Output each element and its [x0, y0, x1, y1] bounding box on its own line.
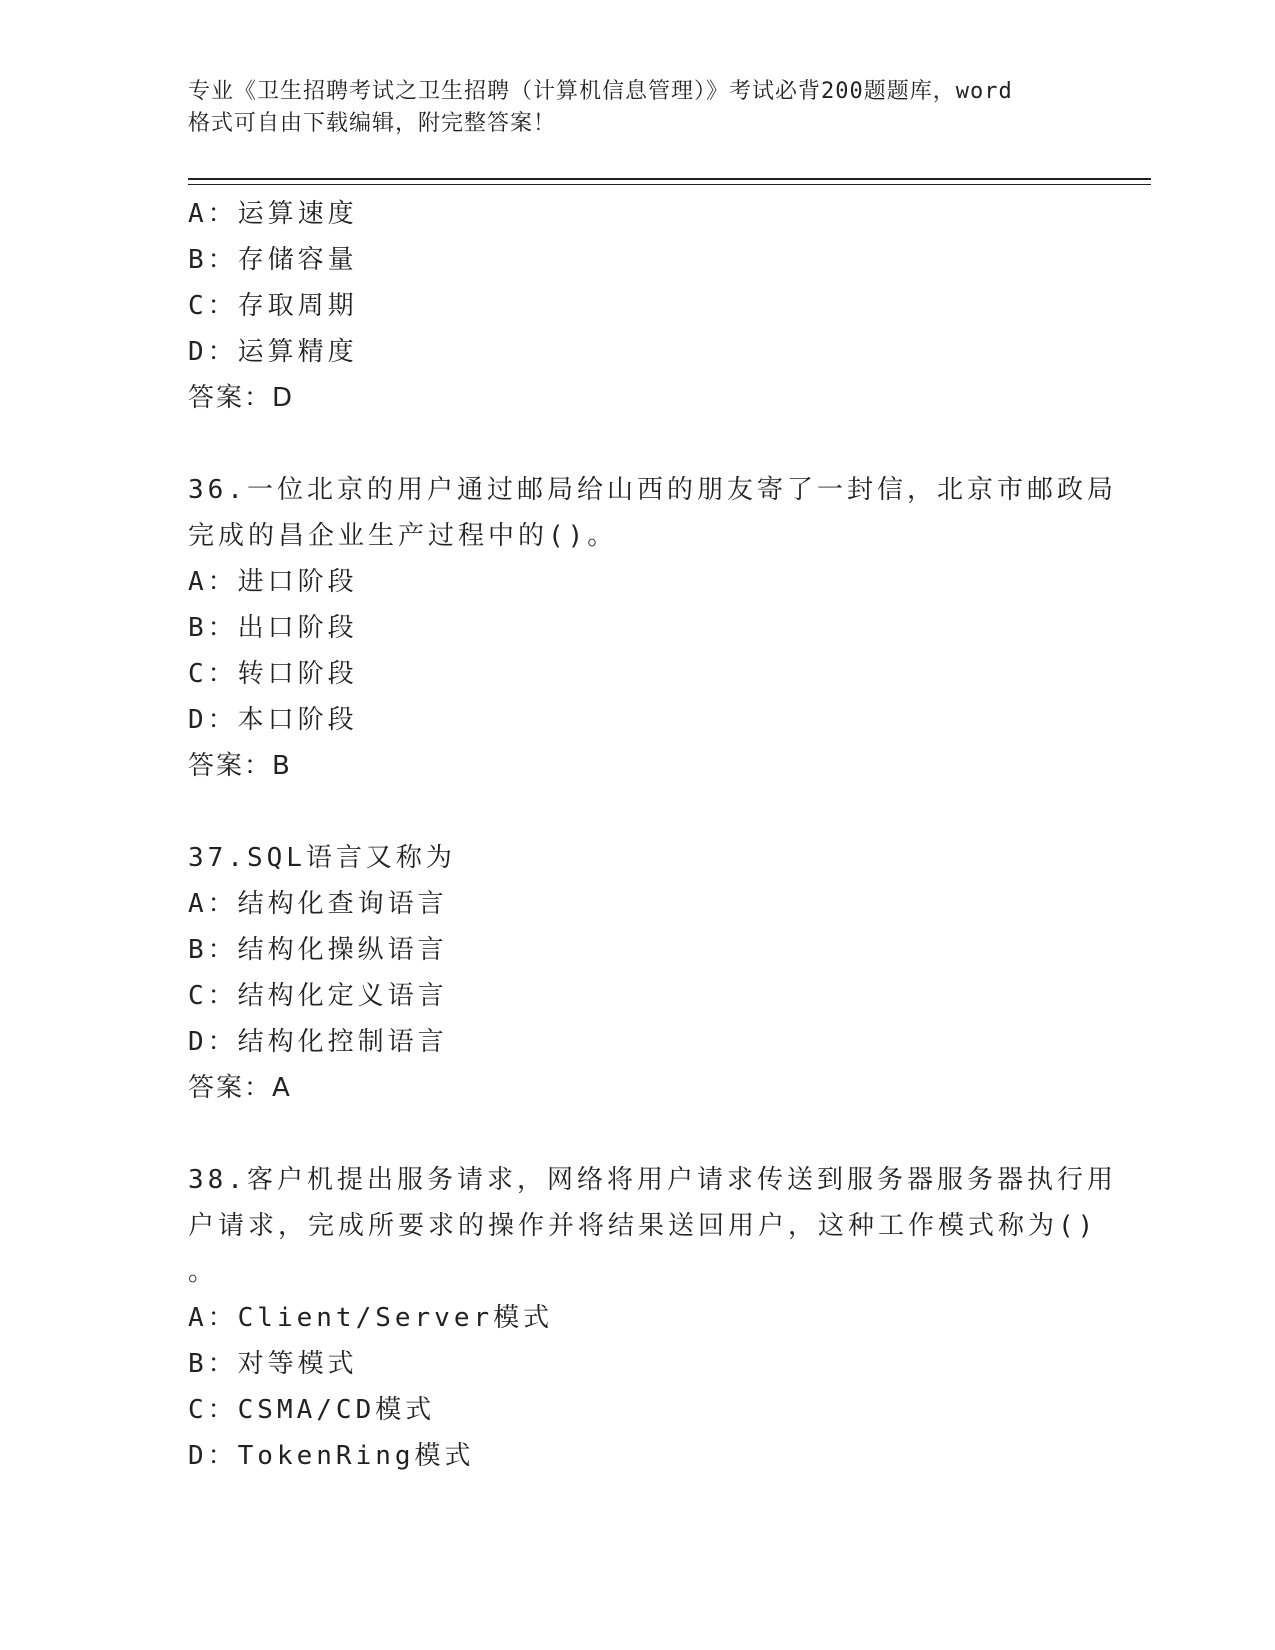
answer-line: 答案：D: [188, 383, 295, 413]
answer-line: 答案：B: [188, 751, 292, 781]
option-d: D：本口阶段: [188, 705, 358, 735]
option-a: A：结构化查询语言: [188, 889, 448, 919]
question-text: 38.客户机提出服务请求，网络将用户请求传送到服务器服务器执行用: [188, 1165, 1117, 1195]
question-text: 37.SQL语言又称为: [188, 843, 456, 873]
header-line-2: 格式可自由下载编辑，附完整答案！: [188, 111, 557, 136]
option-c: C：结构化定义语言: [188, 981, 448, 1011]
answer-line: 答案：A: [188, 1073, 292, 1103]
question-37: [188, 835, 1088, 1111]
option-a: A：进口阶段: [188, 567, 358, 597]
question-text-continued: 完成的昌企业生产过程中的()。: [188, 521, 618, 551]
option-d: D：结构化控制语言: [188, 1027, 448, 1057]
spacer: [188, 421, 1088, 467]
option-a: A：Client/Server模式: [188, 1303, 554, 1333]
spacer: [188, 789, 1088, 835]
option-a: A：运算速度: [188, 199, 358, 229]
header-divider-thin: [188, 184, 1151, 185]
question-list: [188, 191, 1117, 1479]
question-text-end: 。: [188, 1257, 219, 1287]
option-d: D：TokenRing模式: [188, 1441, 475, 1471]
spacer: [188, 1111, 1088, 1157]
option-b: B：对等模式: [188, 1349, 358, 1379]
header-line-1: 专业《卫生招聘考试之卫生招聘（计算机信息管理）》考试必背200题题库，word: [188, 79, 1013, 104]
option-b: B：结构化操纵语言: [188, 935, 448, 965]
document-header: [188, 76, 1088, 140]
question-35-options: [188, 191, 1088, 421]
header-divider-thick: [188, 178, 1151, 180]
option-c: C：转口阶段: [188, 659, 358, 689]
option-b: B：存储容量: [188, 245, 358, 275]
question-text-continued: 户请求，完成所要求的操作并将结果送回用户，这种工作模式称为(): [188, 1211, 1098, 1241]
question-38: [188, 1157, 1117, 1479]
option-b: B：出口阶段: [188, 613, 358, 643]
question-text: 36.一位北京的用户通过邮局给山西的朋友寄了一封信，北京市邮政局: [188, 475, 1117, 505]
option-c: C：CSMA/CD模式: [188, 1395, 436, 1425]
option-c: C：存取周期: [188, 291, 358, 321]
question-36: [188, 467, 1117, 789]
option-d: D：运算精度: [188, 337, 358, 367]
